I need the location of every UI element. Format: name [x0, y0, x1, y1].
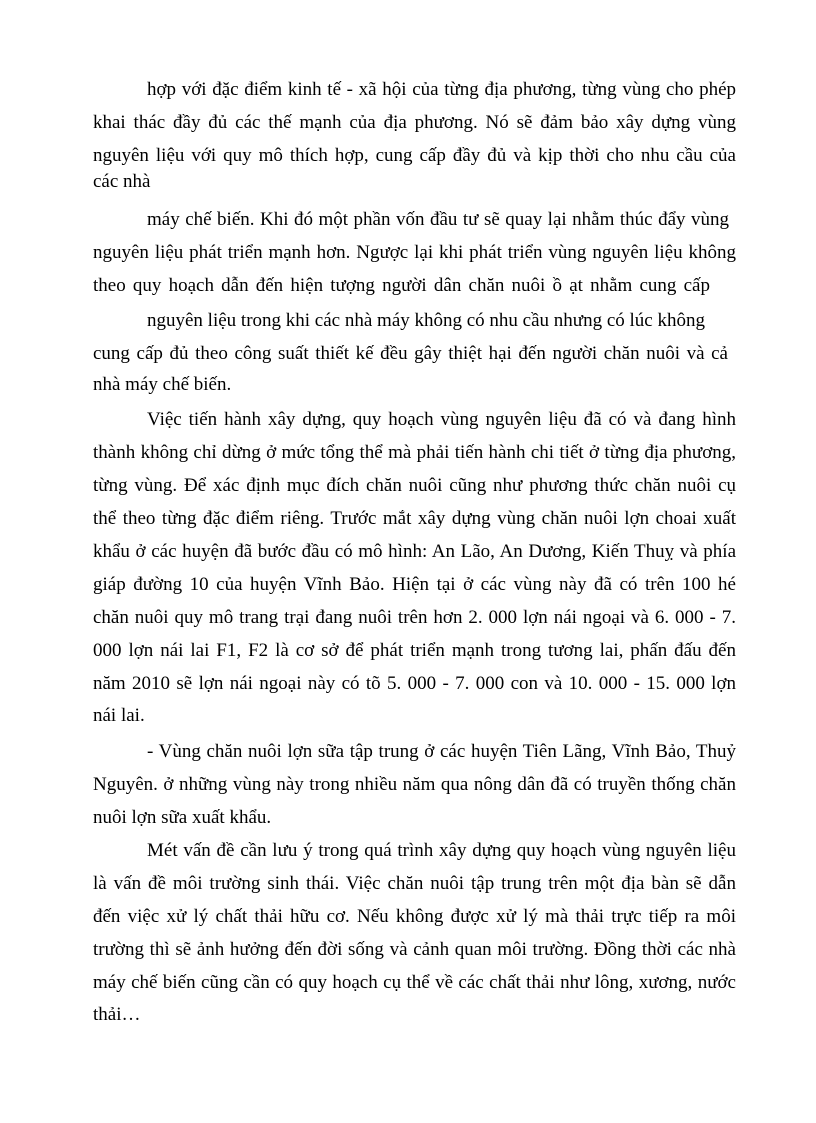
text-line: khai thác đầy đủ các thế mạnh của địa phương. Nó sẽ đảm bảo xây dựng vùng — [93, 112, 736, 133]
text-line: trường thì sẽ ảnh hưởng đến đời sống và cảnh quan môi trường. Đồng thời các nhà — [93, 939, 736, 960]
text-line: nguyên liệu trong khi các nhà máy không có nhu cầu nhưng có lúc không — [147, 310, 705, 331]
text-line: thải… — [93, 1004, 141, 1025]
text-line: các nhà — [93, 171, 151, 192]
text-line: máy chế biến. Khi đó một phần vốn đầu tư sẽ quay lại nhằm thúc đẩy vùng — [147, 209, 729, 230]
text-line: từng vùng. Để xác định mục đích chăn nuôi cũng như phương thức chăn nuôi cụ — [93, 475, 736, 496]
text-line: nái lai. — [93, 705, 145, 726]
text-line: đến việc xử lý chất thải hữu cơ. Nếu không được xử lý mà thải trực tiếp ra môi — [93, 906, 736, 927]
text-line: năm 2010 sẽ lợn nái ngoại này có tõ 5. 000 - 7. 000 con và 10. 000 - 15. 000 lợn — [93, 673, 736, 694]
text-line: thể theo từng đặc điểm riêng. Trước mắt xây dựng vùng chăn nuôi lợn choai xuất — [93, 508, 736, 529]
text-line: Nguyên. ở những vùng này trong nhiều năm qua nông dân đã có truyền thống chăn — [93, 774, 736, 795]
text-line: Mét vấn đề cần lưu ý trong quá trình xây dựng quy hoạch vùng nguyên liệu — [147, 840, 736, 861]
text-line: giáp đường 10 của huyện Vĩnh Bảo. Hiện tại ở các vùng này đã có trên 100 hé — [93, 574, 736, 595]
text-line: máy chế biến cũng cần có quy hoạch cụ thể về các chất thải như lông, xương, nước — [93, 972, 736, 993]
text-line: nhà máy chế biến. — [93, 374, 232, 395]
text-line: cung cấp đủ theo công suất thiết kế đều gây thiệt hại đến người chăn nuôi và cả — [93, 343, 728, 364]
text-line: khẩu ở các huyện đã bước đầu có mô hình: An Lão, An Dương, Kiến Thuỵ và phía — [93, 541, 736, 562]
text-line: thành không chỉ dừng ở mức tổng thể mà phải tiến hành chi tiết ở từng địa phương, — [93, 442, 736, 463]
text-line: nguyên liệu với quy mô thích hợp, cung cấp đầy đủ và kịp thời cho nhu cầu của — [93, 145, 736, 166]
text-line: 000 lợn nái lai F1, F2 là cơ sở để phát triển mạnh trong tương lai, phấn đấu đến — [93, 640, 736, 661]
text-line: - Vùng chăn nuôi lợn sữa tập trung ở các huyện Tiên Lãng, Vĩnh Bảo, Thuỷ — [147, 741, 736, 762]
text-line: theo quy hoạch dẫn đến hiện tượng người dân chăn nuôi ồ ạt nhằm cung cấp — [93, 275, 710, 296]
text-line: là vấn đề môi trường sinh thái. Việc chăn nuôi tập trung trên một địa bàn sẽ dẫn — [93, 873, 736, 894]
text-line: nguyên liệu phát triển mạnh hơn. Ngược lại khi phát triển vùng nguyên liệu không — [93, 242, 736, 263]
text-line: Việc tiến hành xây dựng, quy hoạch vùng nguyên liệu đã có và đang hình — [147, 409, 736, 430]
text-line: chăn nuôi quy mô trang trại đang nuôi trên hơn 2. 000 lợn nái ngoại và 6. 000 - 7. — [93, 607, 736, 628]
text-line: nuôi lợn sữa xuất khẩu. — [93, 807, 272, 828]
text-line: hợp với đặc điểm kinh tế - xã hội của từng địa phương, từng vùng cho phép — [147, 79, 736, 100]
